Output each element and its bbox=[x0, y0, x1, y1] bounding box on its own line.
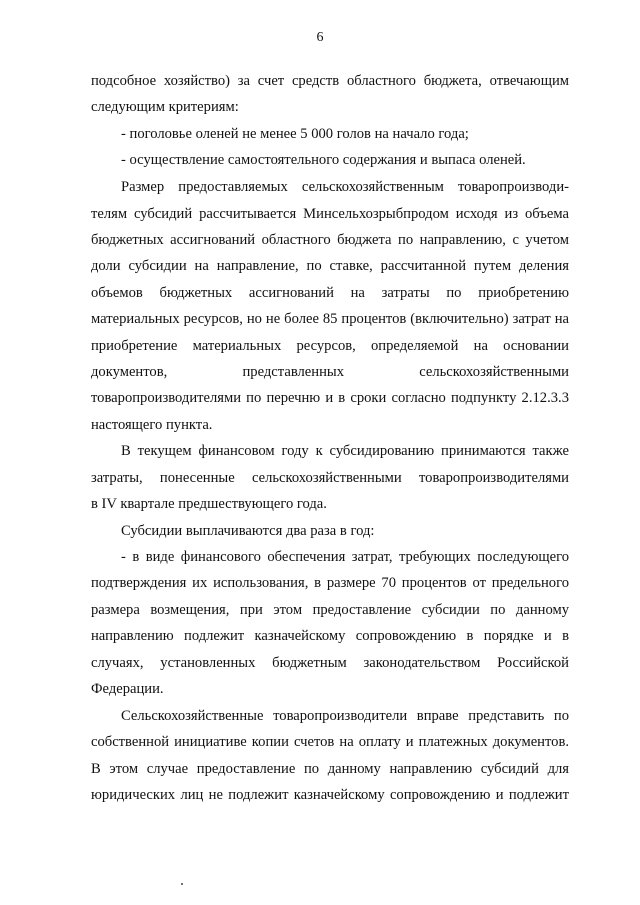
text-line: - осуществление самостоятельного содержания и выпаса оленей. bbox=[121, 152, 526, 168]
text-line: документов, представленных сельскохозяйственными bbox=[91, 364, 569, 380]
text-line: Сельскохозяйственные товаропроизводители вправе представить по bbox=[121, 708, 569, 724]
text-line: подтверждения их использования, в размере 70 процентов от предельного bbox=[91, 575, 569, 591]
text-line: направлению подлежит казначейскому сопровождению в порядке и в bbox=[91, 628, 569, 644]
text-line: бюджетных ассигнований областного бюджета по направлению, с учетом bbox=[91, 232, 569, 248]
text-line: случаях, установленных бюджетным законодательством Российской bbox=[91, 655, 569, 671]
text-line: В текущем финансовом году к субсидированию принимаются также bbox=[121, 443, 569, 459]
text-line: в IV квартале предшествующего года. bbox=[91, 496, 327, 512]
scan-speck bbox=[181, 883, 183, 885]
text-line: Субсидии выплачиваются два раза в год: bbox=[121, 523, 375, 539]
text-line: - в виде финансового обеспечения затрат, требующих последующего bbox=[121, 549, 569, 565]
text-line: товаропроизводителями по перечню и в сроки согласно подпункту 2.12.3.3 bbox=[91, 390, 569, 406]
text-line: настоящего пункта. bbox=[91, 417, 213, 433]
text-line: подсобное хозяйство) за счет средств областного бюджета, отвечающим bbox=[91, 73, 569, 89]
text-line: Федерации. bbox=[91, 681, 164, 697]
text-line: - поголовье оленей не менее 5 000 голов на начало года; bbox=[121, 126, 469, 142]
text-line: В этом случае предоставление по данному направлению субсидий для bbox=[91, 761, 569, 777]
text-line: размера возмещения, при этом предоставление субсидии по данному bbox=[91, 602, 569, 618]
text-line: следующим критериям: bbox=[91, 99, 239, 115]
text-line: доли субсидии на направление, по ставке, рассчитанной путем деления bbox=[91, 258, 569, 274]
text-line: приобретение материальных ресурсов, определяемой на основании bbox=[91, 338, 569, 354]
text-line: собственной инициативе копии счетов на оплату и платежных документов. bbox=[91, 734, 569, 750]
text-line: затраты, понесенные сельскохозяйственными товаропроизводителями bbox=[91, 470, 569, 486]
text-line: Размер предоставляемых сельскохозяйственным товаропроизводи- bbox=[121, 179, 569, 195]
text-line: телям субсидий рассчитывается Минсельхозрыбпродом исходя из объема bbox=[91, 206, 569, 222]
text-line: объемов бюджетных ассигнований на затраты по приобретению bbox=[91, 285, 569, 301]
text-line: юридических лиц не подлежит казначейскому сопровождению и подлежит bbox=[91, 787, 569, 803]
page-number: 6 bbox=[316, 30, 324, 45]
text-line: материальных ресурсов, но не более 85 процентов (включительно) затрат на bbox=[91, 311, 569, 327]
